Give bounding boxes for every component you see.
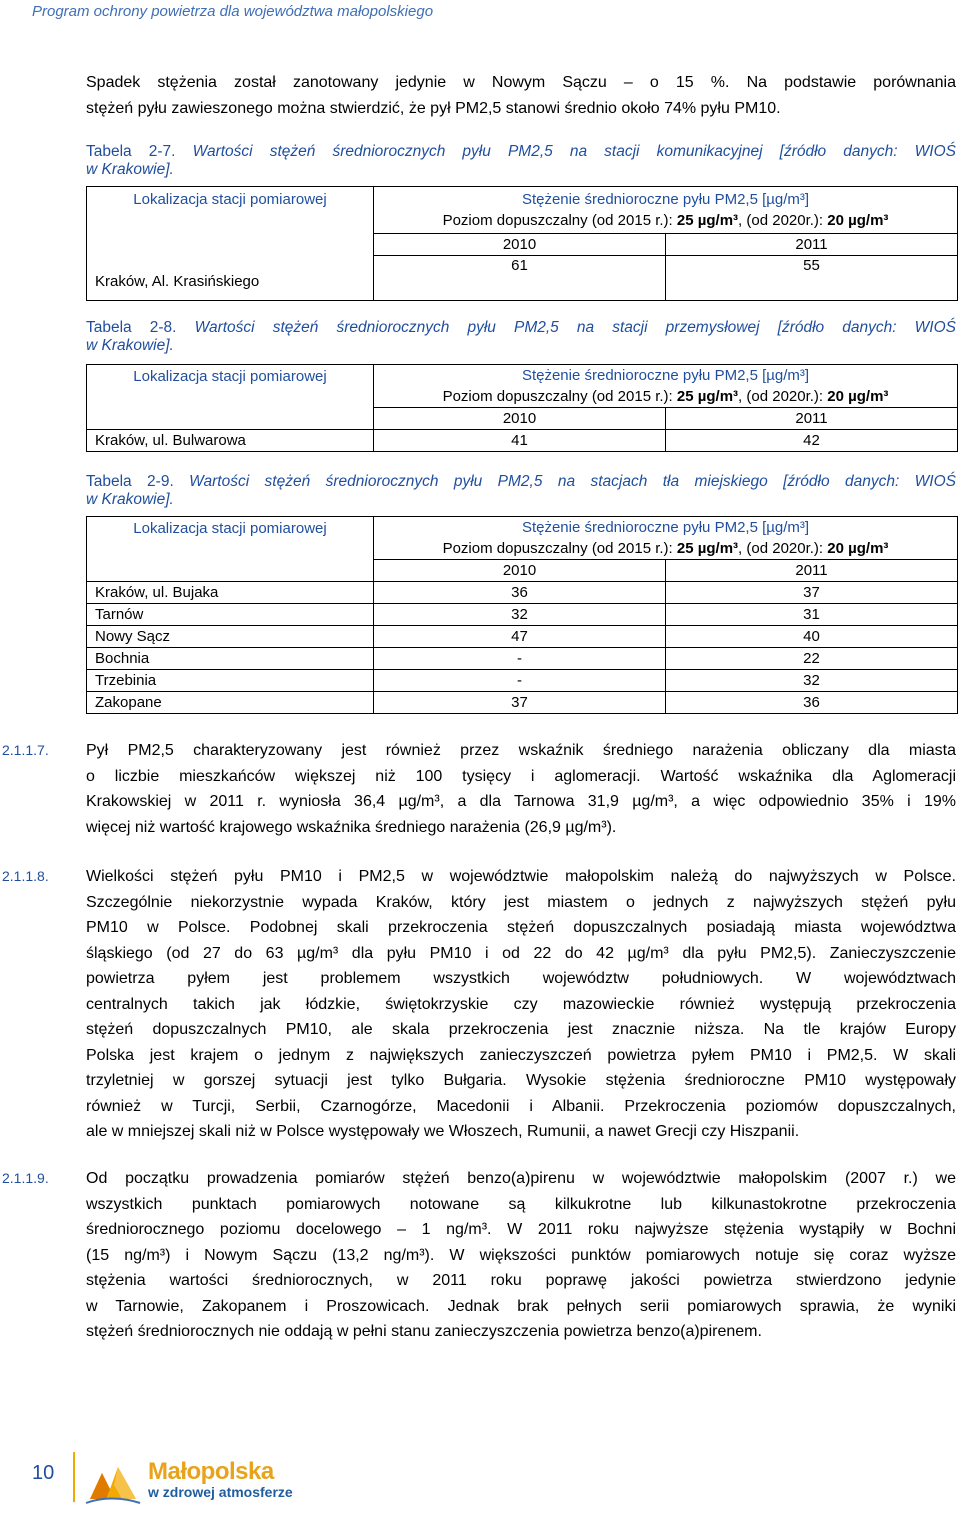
- table-row: [87, 626, 958, 648]
- station-name: Nowy Sącz: [87, 626, 374, 648]
- year-2011-header: 2011: [666, 234, 958, 256]
- paragraph-line: centralnych takich jak łódzkie, świętokrzyskie czy mazowieckie również występują przekroczenia: [86, 995, 956, 1013]
- paragraph-line: Wielkości stężeń pyłu PM10 i PM2,5 w województwie małopolskim należą do najwyższych w Polsce.: [86, 868, 956, 885]
- paragraph-line: średniorocznego poziomu docelowego – 1 ng/m³. W 2011 roku najwyższe stężenia wystąpiły w Bochni: [86, 1221, 956, 1238]
- paragraph-line: w Tarnowie, Zakopanem i Proszowicach. Jednak brak pełnych serii pomiarowych sprawia, że wyniki: [86, 1297, 956, 1315]
- concentration-header: Stężenie średnioroczne pyłu PM2,5 [µg/m³] Poziom dopuszczalny (od 2015 r.): 25 µg/m³, (od 2020r.): 20 µg/m³: [374, 365, 958, 408]
- table-row: [87, 648, 958, 670]
- paragraph-line: Szczególnie niekorzystnie wypada Kraków, który jest miastem o jednych z najwyższych stężeń pyłu: [86, 893, 956, 911]
- paragraph-line: wszystkich punktach pomiarowych notowane są kilkukrotne lub kilkunastokrotne przekroczenia: [86, 1195, 956, 1213]
- year-2011-header: 2011: [666, 560, 958, 582]
- paragraph-line: stężeń średniorocznych nie oddają w pełni stanu zanieczyszczenia powietrza benzo(a)pirenem.: [86, 1323, 762, 1340]
- section-2117-paragraph: [86, 738, 956, 840]
- value-2011: 55: [666, 256, 958, 301]
- value-2011: 22: [666, 648, 958, 670]
- value-2011: 40: [666, 626, 958, 648]
- table-2-8: [86, 364, 958, 452]
- logo-main-text: Małopolska: [148, 1458, 274, 1485]
- footer-divider: [73, 1452, 75, 1502]
- location-header: Lokalizacja stacji pomiarowej Kraków, Al. Krasińskiego: [87, 187, 374, 301]
- year-2010-header: 2010: [374, 408, 666, 430]
- section-number: 2.1.1.8.: [2, 868, 49, 884]
- table-row: [87, 582, 958, 604]
- value-2011: 32: [666, 670, 958, 692]
- value-2010: 47: [374, 626, 666, 648]
- station-name: Kraków, Al. Krasińskiego: [95, 273, 260, 290]
- paragraph-line: trzyletniej w gorszej sytuacji jest tylko Bułgaria. Wysokie stężenia średnioroczne PM10 występowały: [86, 1072, 956, 1089]
- caption-label: Tabela 2-7.: [86, 143, 176, 160]
- year-2010-header: 2010: [374, 234, 666, 256]
- logo-subtitle: w zdrowej atmosferze: [148, 1484, 293, 1500]
- paragraph-line: powietrza pyłem jest problemem wszystkich województw południowych. W województwach: [86, 970, 956, 987]
- value-2011: 36: [666, 692, 958, 714]
- concentration-header: Stężenie średnioroczne pyłu PM2,5 [µg/m³] Poziom dopuszczalny (od 2015 r.): 25 µg/m³, (od 2020r.): 20 µg/m³: [374, 187, 958, 234]
- table-row: [87, 692, 958, 714]
- malopolska-logo-icon: [84, 1459, 142, 1507]
- paragraph-line: Krakowskiej w 2011 r. wyniosła 36,4 µg/m³, a dla Tarnowa 31,9 µg/m³, a więc odpowiednio 35% i 19%: [86, 793, 956, 810]
- running-header: Program ochrony powietrza dla województwa małopolskiego: [32, 3, 434, 20]
- paragraph-line: stężeń dopuszczalnych PM10, ale skala przekroczenia jest znacznie niższa. Na tle krajów Europy: [86, 1021, 956, 1038]
- caption-label: Tabela 2-9.: [86, 473, 174, 490]
- table-row: [87, 604, 958, 626]
- value-2011: 37: [666, 582, 958, 604]
- section-number: 2.1.1.9.: [2, 1170, 49, 1186]
- table-row: [87, 430, 958, 452]
- paragraph-line: o liczbie mieszkańców większej niż 100 tysięcy i aglomeracji. Wartość wskaźnika dla Aglomeracji: [86, 767, 956, 785]
- location-header: Lokalizacja stacji pomiarowej: [87, 365, 374, 430]
- paragraph-line: więcej niż wartość krajowego wskaźnika średniego narażenia (26,9 µg/m³).: [86, 818, 617, 836]
- intro-line: Spadek stężenia został zanotowany jedynie w Nowym Sączu – o 15 %. Na podstawie porównania: [86, 74, 956, 91]
- caption-text: Wartości stężeń średniorocznych pyłu PM2,5 na stacji przemysłowej [źródło danych: WIOŚ: [194, 319, 956, 336]
- caption-text: w Krakowie].: [86, 491, 174, 508]
- station-name: Tarnów: [87, 604, 374, 626]
- caption-text: Wartości stężeń średniorocznych pyłu PM2,5 na stacji komunikacyjnej [źródło danych: WIOŚ: [192, 143, 956, 160]
- page-number: 10: [32, 1462, 55, 1484]
- caption-text: Wartości stężeń średniorocznych pyłu PM2,5 na stacjach tła miejskiego [źródło danych: WIOŚ: [189, 473, 956, 490]
- value-2010: 36: [374, 582, 666, 604]
- section-2119-paragraph: [86, 1166, 956, 1345]
- paragraph-line: Pył PM2,5 charakteryzowany jest również przez wskaźnik średniego narażenia obliczany dla miasta: [86, 742, 956, 759]
- intro-paragraph: [86, 70, 956, 121]
- station-name: Zakopane: [87, 692, 374, 714]
- concentration-header: Stężenie średnioroczne pyłu PM2,5 [µg/m³] Poziom dopuszczalny (od 2015 r.): 25 µg/m³, (od 2020r.): 20 µg/m³: [374, 517, 958, 560]
- table-2-7: [86, 186, 958, 301]
- caption-text: w Krakowie].: [86, 337, 174, 354]
- value-2011: 42: [666, 430, 958, 452]
- paragraph-line: PM10 w Polsce. Podobnej skali przekroczenia stężeń dopuszczalnych posiadają miasta województwa: [86, 919, 956, 936]
- paragraph-line: Od początku prowadzenia pomiarów stężeń benzo(a)pirenu w województwie małopolskim (2007 r.) we: [86, 1170, 956, 1187]
- table-2-9-caption: [86, 473, 956, 509]
- station-name: Bochnia: [87, 648, 374, 670]
- malopolska-logo: [148, 1460, 293, 1500]
- paragraph-line: ale w mniejszej skali niż w Polsce występowały we Włoszech, Rumunii, a nawet Grecji czy Hiszpanii.: [86, 1123, 800, 1140]
- caption-text: w Krakowie].: [86, 161, 174, 178]
- paragraph-line: (15 ng/m³) i Nowym Sączu (13,2 ng/m³). W większości punktów pomiarowych notuje się coraz wyższe: [86, 1246, 956, 1264]
- value-2010: 61: [374, 256, 666, 301]
- paragraph-line: Polska jest krajem o jednym z największych zanieczyszczeń powietrza pyłem PM10 i PM2,5. W skali: [86, 1046, 956, 1064]
- table-2-8-caption: [86, 319, 956, 355]
- paragraph-line: śląskiego (od 27 do 63 µg/m³ dla pyłu PM10 i od 22 do 42 µg/m³ dla pyłu PM2,5). Zanieczyszczenie: [86, 944, 956, 962]
- station-name: Trzebinia: [87, 670, 374, 692]
- table-2-7-caption: [86, 143, 956, 179]
- section-number: 2.1.1.7.: [2, 742, 49, 758]
- value-2010: -: [374, 648, 666, 670]
- section-2118-paragraph: [86, 864, 956, 1145]
- paragraph-line: stężenia wartości średniorocznych, w 2011 roku poprawę jakości powietrza stwierdzono jedynie: [86, 1272, 956, 1289]
- year-2011-header: 2011: [666, 408, 958, 430]
- station-name: Kraków, ul. Bujaka: [87, 582, 374, 604]
- value-2010: 32: [374, 604, 666, 626]
- paragraph-line: również w Turcji, Serbii, Czarnogórze, Macedonii i Albanii. Przekroczenia poziomów dopuszczalnych,: [86, 1097, 956, 1115]
- location-header: Lokalizacja stacji pomiarowej: [87, 517, 374, 582]
- caption-label: Tabela 2-8.: [86, 319, 177, 336]
- table-row: [87, 670, 958, 692]
- station-name: Kraków, ul. Bulwarowa: [87, 430, 374, 452]
- intro-line: stężeń pyłu zawieszonego można stwierdzić, że pył PM2,5 stanowi średnio około 74% pyłu PM10.: [86, 99, 781, 117]
- value-2010: 37: [374, 692, 666, 714]
- value-2011: 31: [666, 604, 958, 626]
- table-2-9: [86, 516, 958, 714]
- year-2010-header: 2010: [374, 560, 666, 582]
- value-2010: 41: [374, 430, 666, 452]
- value-2010: -: [374, 670, 666, 692]
